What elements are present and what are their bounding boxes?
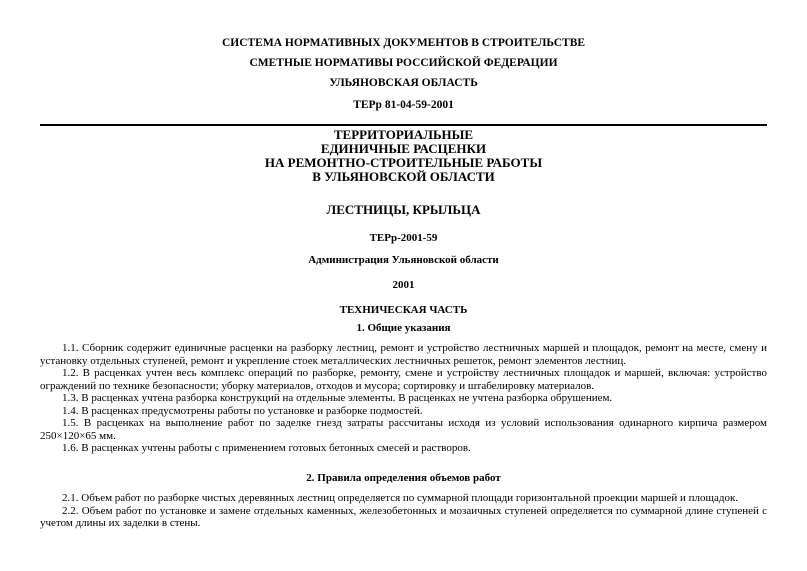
section-heading: 1. Общие указания xyxy=(356,322,451,334)
issuing-authority: Администрация Ульяновской области xyxy=(308,254,499,266)
paragraph: 1.3. В расценках учтена разборка конструкций на отдельные элементы. В расценках не учтена разборка обрушением. xyxy=(62,392,613,404)
header-region: УЛЬЯНОВСКАЯ ОБЛАСТЬ xyxy=(329,77,478,89)
section-heading: 2. Правила определения объемов работ xyxy=(306,472,501,484)
paragraph: 1.5. В расценках на выполнение работ по заделке гнезд затраты рассчитаны исходя из условий использования одинарного кирпича размером 250×120×65 мм. xyxy=(40,417,767,442)
publication-year: 2001 xyxy=(392,279,415,291)
main-title-line: В УЛЬЯНОВСКОЙ ОБЛАСТИ xyxy=(312,169,495,184)
header-system-title: СИСТЕМА НОРМАТИВНЫХ ДОКУМЕНТОВ В СТРОИТЕЛЬСТВЕ xyxy=(221,37,586,49)
collection-subtitle: ЛЕСТНИЦЫ, КРЫЛЬЦА xyxy=(326,202,481,217)
paragraph: 1.1. Сборник содержит единичные расценки на разборку лестниц, ремонт и устройство лестничных маршей и площадок, ремонт на месте, смену и установку отдельных ступеней, ремонт и укрепление стоек металлических лестничных решеток, ремонт элементов лестниц. xyxy=(40,342,767,367)
section-body xyxy=(40,492,767,530)
paragraph: 1.2. В расценках учтен весь комплекс операций по разборке, ремонту, смене и устройству лестничных площадок и маршей, включая: устройство ограждений по технике безопасности; уборку материалов, отходов и мусора; сортировку и штабелировку материалов. xyxy=(40,367,767,392)
main-title-line: НА РЕМОНТНО-СТРОИТЕЛЬНЫЕ РАБОТЫ xyxy=(264,155,543,170)
header-norms-title: СМЕТНЫЕ НОРМАТИВЫ РОССИЙСКОЙ ФЕДЕРАЦИИ xyxy=(249,57,558,69)
header-document-code: ТЕРр 81-04-59-2001 xyxy=(353,99,454,111)
main-title-line: ЕДИНИЧНЫЕ РАСЦЕНКИ xyxy=(320,141,487,156)
paragraph: 1.4. В расценках предусмотрены работы по установке и разборке подмостей. xyxy=(62,404,423,417)
part-title: ТЕХНИЧЕСКАЯ ЧАСТЬ xyxy=(339,304,468,316)
paragraph: 2.1. Объем работ по разборке чистых деревянных лестниц определяется по суммарной площади горизонтальной проекции маршей и площадок. xyxy=(62,492,739,504)
section-body xyxy=(40,342,767,455)
paragraph: 1.6. В расценках учтены работы с применением готовых бетонных смесей и растворов. xyxy=(62,442,471,454)
main-title xyxy=(0,128,807,184)
collection-code: ТЕРр-2001-59 xyxy=(369,232,438,244)
main-title-line: ТЕРРИТОРИАЛЬНЫЕ xyxy=(333,127,474,142)
paragraph: 2.2. Объем работ по установке и замене отдельных каменных, железобетонных и мозаичных ступеней определяется по суммарной длине ступеней с учетом длины их заделки в стены. xyxy=(40,504,767,529)
header-divider xyxy=(40,124,767,126)
